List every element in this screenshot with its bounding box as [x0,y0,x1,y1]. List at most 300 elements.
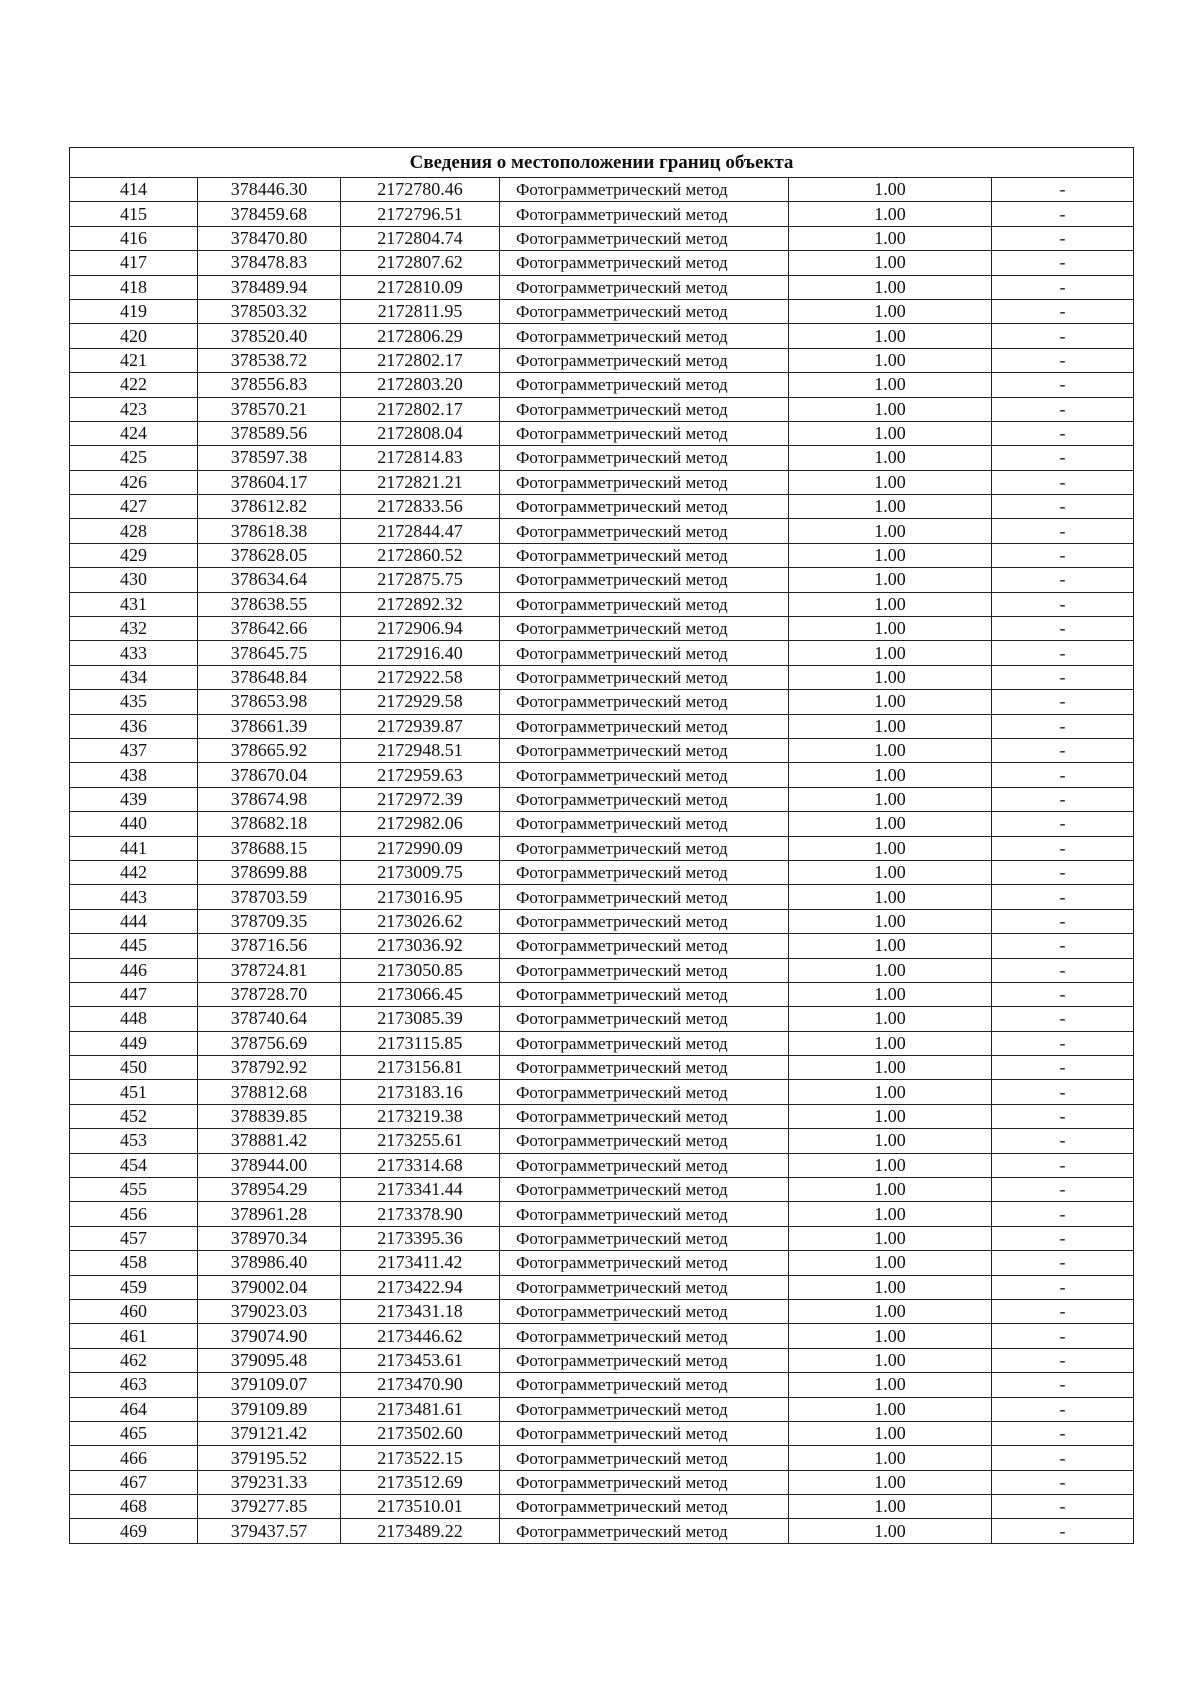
accuracy-cell: 1.00 [789,1324,992,1348]
description-cell: - [992,909,1134,933]
table-row [70,202,1134,226]
description-cell: - [992,226,1134,250]
table-row [70,836,1134,860]
method-cell: Фотограмметрический метод [500,1202,789,1226]
x-coordinate-cell: 378597.38 [198,446,341,470]
description-cell: - [992,617,1134,641]
description-cell: - [992,1202,1134,1226]
accuracy-cell: 1.00 [789,1031,992,1055]
y-coordinate-cell: 2172821.21 [341,470,500,494]
accuracy-cell: 1.00 [789,763,992,787]
description-cell: - [992,690,1134,714]
accuracy-cell: 1.00 [789,1495,992,1519]
accuracy-cell: 1.00 [789,275,992,299]
method-cell: Фотограмметрический метод [500,714,789,738]
point-number-cell: 468 [70,1495,198,1519]
y-coordinate-cell: 2172990.09 [341,836,500,860]
table-row [70,397,1134,421]
y-coordinate-cell: 2173512.69 [341,1470,500,1494]
description-cell: - [992,665,1134,689]
method-cell: Фотограмметрический метод [500,1153,789,1177]
y-coordinate-cell: 2173489.22 [341,1519,500,1543]
method-cell: Фотограмметрический метод [500,275,789,299]
point-number-cell: 421 [70,348,198,372]
accuracy-cell: 1.00 [789,1129,992,1153]
point-number-cell: 434 [70,665,198,689]
method-cell: Фотограмметрический метод [500,1275,789,1299]
accuracy-cell: 1.00 [789,1056,992,1080]
x-coordinate-cell: 378954.29 [198,1178,341,1202]
table-row [70,1226,1134,1250]
description-cell: - [992,1348,1134,1372]
x-coordinate-cell: 378489.94 [198,275,341,299]
table-row [70,1397,1134,1421]
accuracy-cell: 1.00 [789,617,992,641]
x-coordinate-cell: 378638.55 [198,592,341,616]
accuracy-cell: 1.00 [789,373,992,397]
x-coordinate-cell: 379074.90 [198,1324,341,1348]
accuracy-cell: 1.00 [789,1153,992,1177]
point-number-cell: 443 [70,885,198,909]
description-cell: - [992,1519,1134,1543]
method-cell: Фотограмметрический метод [500,543,789,567]
y-coordinate-cell: 2172811.95 [341,299,500,323]
table-row [70,982,1134,1006]
x-coordinate-cell: 378556.83 [198,373,341,397]
point-number-cell: 445 [70,934,198,958]
table-row [70,178,1134,202]
description-cell: - [992,202,1134,226]
description-cell: - [992,1275,1134,1299]
accuracy-cell: 1.00 [789,568,992,592]
accuracy-cell: 1.00 [789,495,992,519]
y-coordinate-cell: 2172806.29 [341,324,500,348]
point-number-cell: 440 [70,812,198,836]
point-number-cell: 451 [70,1080,198,1104]
method-cell: Фотограмметрический метод [500,738,789,762]
method-cell: Фотограмметрический метод [500,617,789,641]
table-row [70,812,1134,836]
point-number-cell: 453 [70,1129,198,1153]
y-coordinate-cell: 2173016.95 [341,885,500,909]
accuracy-cell: 1.00 [789,421,992,445]
table-row [70,1299,1134,1323]
method-cell: Фотограмметрический метод [500,324,789,348]
table-row [70,592,1134,616]
y-coordinate-cell: 2173378.90 [341,1202,500,1226]
accuracy-cell: 1.00 [789,251,992,275]
point-number-cell: 436 [70,714,198,738]
table-row [70,495,1134,519]
x-coordinate-cell: 378944.00 [198,1153,341,1177]
table-row [70,1153,1134,1177]
point-number-cell: 417 [70,251,198,275]
method-cell: Фотограмметрический метод [500,178,789,202]
table-row [70,568,1134,592]
method-cell: Фотограмметрический метод [500,1031,789,1055]
method-cell: Фотограмметрический метод [500,1519,789,1543]
point-number-cell: 448 [70,1007,198,1031]
description-cell: - [992,1470,1134,1494]
x-coordinate-cell: 379023.03 [198,1299,341,1323]
method-cell: Фотограмметрический метод [500,1251,789,1275]
table-row [70,543,1134,567]
y-coordinate-cell: 2172802.17 [341,397,500,421]
x-coordinate-cell: 378682.18 [198,812,341,836]
table-row [70,690,1134,714]
description-cell: - [992,495,1134,519]
y-coordinate-cell: 2173314.68 [341,1153,500,1177]
method-cell: Фотограмметрический метод [500,446,789,470]
y-coordinate-cell: 2172906.94 [341,617,500,641]
accuracy-cell: 1.00 [789,714,992,738]
point-number-cell: 424 [70,421,198,445]
point-number-cell: 414 [70,178,198,202]
point-number-cell: 455 [70,1178,198,1202]
point-number-cell: 418 [70,275,198,299]
accuracy-cell: 1.00 [789,324,992,348]
description-cell: - [992,787,1134,811]
accuracy-cell: 1.00 [789,470,992,494]
point-number-cell: 456 [70,1202,198,1226]
x-coordinate-cell: 378812.68 [198,1080,341,1104]
accuracy-cell: 1.00 [789,1104,992,1128]
accuracy-cell: 1.00 [789,1007,992,1031]
method-cell: Фотограмметрический метод [500,812,789,836]
description-cell: - [992,1495,1134,1519]
accuracy-cell: 1.00 [789,1348,992,1372]
y-coordinate-cell: 2173219.38 [341,1104,500,1128]
accuracy-cell: 1.00 [789,202,992,226]
x-coordinate-cell: 378653.98 [198,690,341,714]
method-cell: Фотограмметрический метод [500,1056,789,1080]
table-row [70,787,1134,811]
accuracy-cell: 1.00 [789,982,992,1006]
y-coordinate-cell: 2173341.44 [341,1178,500,1202]
table-row [70,1202,1134,1226]
description-cell: - [992,568,1134,592]
point-number-cell: 419 [70,299,198,323]
table-row [70,275,1134,299]
accuracy-cell: 1.00 [789,812,992,836]
table-row [70,421,1134,445]
point-number-cell: 415 [70,202,198,226]
method-cell: Фотограмметрический метод [500,226,789,250]
accuracy-cell: 1.00 [789,226,992,250]
x-coordinate-cell: 378699.88 [198,860,341,884]
method-cell: Фотограмметрический метод [500,373,789,397]
x-coordinate-cell: 379109.89 [198,1397,341,1421]
method-cell: Фотограмметрический метод [500,1299,789,1323]
y-coordinate-cell: 2173522.15 [341,1446,500,1470]
method-cell: Фотограмметрический метод [500,519,789,543]
method-cell: Фотограмметрический метод [500,397,789,421]
y-coordinate-cell: 2172916.40 [341,641,500,665]
x-coordinate-cell: 378756.69 [198,1031,341,1055]
point-number-cell: 432 [70,617,198,641]
y-coordinate-cell: 2172796.51 [341,202,500,226]
description-cell: - [992,812,1134,836]
y-coordinate-cell: 2172808.04 [341,421,500,445]
description-cell: - [992,1007,1134,1031]
description-cell: - [992,519,1134,543]
description-cell: - [992,982,1134,1006]
point-number-cell: 466 [70,1446,198,1470]
point-number-cell: 426 [70,470,198,494]
method-cell: Фотограмметрический метод [500,934,789,958]
point-number-cell: 459 [70,1275,198,1299]
x-coordinate-cell: 378645.75 [198,641,341,665]
point-number-cell: 422 [70,373,198,397]
y-coordinate-cell: 2172804.74 [341,226,500,250]
description-cell: - [992,1421,1134,1445]
table-row [70,519,1134,543]
table-row [70,1324,1134,1348]
x-coordinate-cell: 378961.28 [198,1202,341,1226]
x-coordinate-cell: 378724.81 [198,958,341,982]
method-cell: Фотограмметрический метод [500,1373,789,1397]
accuracy-cell: 1.00 [789,446,992,470]
point-number-cell: 439 [70,787,198,811]
table-row [70,714,1134,738]
description-cell: - [992,1251,1134,1275]
y-coordinate-cell: 2172802.17 [341,348,500,372]
y-coordinate-cell: 2173115.85 [341,1031,500,1055]
table-row [70,958,1134,982]
accuracy-cell: 1.00 [789,787,992,811]
table-row [70,1031,1134,1055]
accuracy-cell: 1.00 [789,1446,992,1470]
table-row [70,299,1134,323]
table-row [70,934,1134,958]
point-number-cell: 423 [70,397,198,421]
x-coordinate-cell: 378446.30 [198,178,341,202]
x-coordinate-cell: 379109.07 [198,1373,341,1397]
accuracy-cell: 1.00 [789,1202,992,1226]
table-row [70,1104,1134,1128]
y-coordinate-cell: 2172875.75 [341,568,500,592]
method-cell: Фотограмметрический метод [500,421,789,445]
point-number-cell: 462 [70,1348,198,1372]
accuracy-cell: 1.00 [789,1080,992,1104]
method-cell: Фотограмметрический метод [500,836,789,860]
table-row [70,885,1134,909]
table-row [70,641,1134,665]
point-number-cell: 420 [70,324,198,348]
point-number-cell: 457 [70,1226,198,1250]
table-row [70,324,1134,348]
y-coordinate-cell: 2172844.47 [341,519,500,543]
description-cell: - [992,275,1134,299]
method-cell: Фотограмметрический метод [500,568,789,592]
y-coordinate-cell: 2173510.01 [341,1495,500,1519]
method-cell: Фотограмметрический метод [500,958,789,982]
description-cell: - [992,1299,1134,1323]
table-row [70,348,1134,372]
accuracy-cell: 1.00 [789,178,992,202]
point-number-cell: 452 [70,1104,198,1128]
table-row [70,1446,1134,1470]
y-coordinate-cell: 2172982.06 [341,812,500,836]
method-cell: Фотограмметрический метод [500,470,789,494]
y-coordinate-cell: 2173431.18 [341,1299,500,1323]
accuracy-cell: 1.00 [789,299,992,323]
description-cell: - [992,1056,1134,1080]
x-coordinate-cell: 378970.34 [198,1226,341,1250]
method-cell: Фотограмметрический метод [500,299,789,323]
method-cell: Фотограмметрический метод [500,1446,789,1470]
description-cell: - [992,1373,1134,1397]
point-number-cell: 450 [70,1056,198,1080]
description-cell: - [992,1080,1134,1104]
y-coordinate-cell: 2172860.52 [341,543,500,567]
method-cell: Фотограмметрический метод [500,592,789,616]
x-coordinate-cell: 378792.92 [198,1056,341,1080]
y-coordinate-cell: 2172780.46 [341,178,500,202]
accuracy-cell: 1.00 [789,397,992,421]
accuracy-cell: 1.00 [789,1373,992,1397]
description-cell: - [992,836,1134,860]
method-cell: Фотограмметрический метод [500,1080,789,1104]
x-coordinate-cell: 378716.56 [198,934,341,958]
x-coordinate-cell: 378570.21 [198,397,341,421]
x-coordinate-cell: 379121.42 [198,1421,341,1445]
x-coordinate-cell: 378503.32 [198,299,341,323]
accuracy-cell: 1.00 [789,1421,992,1445]
accuracy-cell: 1.00 [789,665,992,689]
method-cell: Фотограмметрический метод [500,1129,789,1153]
x-coordinate-cell: 379095.48 [198,1348,341,1372]
point-number-cell: 431 [70,592,198,616]
method-cell: Фотограмметрический метод [500,1104,789,1128]
table-row [70,1519,1134,1543]
point-number-cell: 438 [70,763,198,787]
table-header-row [70,148,1134,178]
x-coordinate-cell: 378728.70 [198,982,341,1006]
y-coordinate-cell: 2172810.09 [341,275,500,299]
table-row [70,1348,1134,1372]
table-row [70,446,1134,470]
x-coordinate-cell: 378520.40 [198,324,341,348]
method-cell: Фотограмметрический метод [500,202,789,226]
point-number-cell: 461 [70,1324,198,1348]
point-number-cell: 463 [70,1373,198,1397]
y-coordinate-cell: 2172814.83 [341,446,500,470]
point-number-cell: 467 [70,1470,198,1494]
x-coordinate-cell: 378618.38 [198,519,341,543]
method-cell: Фотограмметрический метод [500,1470,789,1494]
x-coordinate-cell: 378628.05 [198,543,341,567]
point-number-cell: 469 [70,1519,198,1543]
point-number-cell: 458 [70,1251,198,1275]
method-cell: Фотограмметрический метод [500,1421,789,1445]
point-number-cell: 435 [70,690,198,714]
y-coordinate-cell: 2173446.62 [341,1324,500,1348]
accuracy-cell: 1.00 [789,860,992,884]
table-row [70,1056,1134,1080]
accuracy-cell: 1.00 [789,641,992,665]
x-coordinate-cell: 378709.35 [198,909,341,933]
y-coordinate-cell: 2173183.16 [341,1080,500,1104]
y-coordinate-cell: 2173395.36 [341,1226,500,1250]
description-cell: - [992,860,1134,884]
table-row [70,251,1134,275]
point-number-cell: 444 [70,909,198,933]
point-number-cell: 464 [70,1397,198,1421]
point-number-cell: 433 [70,641,198,665]
method-cell: Фотограмметрический метод [500,1226,789,1250]
y-coordinate-cell: 2172892.32 [341,592,500,616]
y-coordinate-cell: 2172807.62 [341,251,500,275]
method-cell: Фотограмметрический метод [500,495,789,519]
x-coordinate-cell: 379231.33 [198,1470,341,1494]
y-coordinate-cell: 2173026.62 [341,909,500,933]
y-coordinate-cell: 2172929.58 [341,690,500,714]
accuracy-cell: 1.00 [789,738,992,762]
x-coordinate-cell: 379277.85 [198,1495,341,1519]
table-row [70,1373,1134,1397]
description-cell: - [992,324,1134,348]
point-number-cell: 428 [70,519,198,543]
x-coordinate-cell: 378478.83 [198,251,341,275]
description-cell: - [992,373,1134,397]
y-coordinate-cell: 2173481.61 [341,1397,500,1421]
x-coordinate-cell: 378612.82 [198,495,341,519]
method-cell: Фотограмметрический метод [500,763,789,787]
point-number-cell: 429 [70,543,198,567]
x-coordinate-cell: 378648.84 [198,665,341,689]
point-number-cell: 446 [70,958,198,982]
method-cell: Фотограмметрический метод [500,860,789,884]
description-cell: - [992,251,1134,275]
table-row [70,373,1134,397]
y-coordinate-cell: 2172833.56 [341,495,500,519]
description-cell: - [992,763,1134,787]
accuracy-cell: 1.00 [789,1519,992,1543]
point-number-cell: 441 [70,836,198,860]
description-cell: - [992,446,1134,470]
y-coordinate-cell: 2173422.94 [341,1275,500,1299]
y-coordinate-cell: 2172922.58 [341,665,500,689]
description-cell: - [992,738,1134,762]
table-row [70,738,1134,762]
table-row [70,1007,1134,1031]
description-cell: - [992,885,1134,909]
method-cell: Фотограмметрический метод [500,1178,789,1202]
y-coordinate-cell: 2173156.81 [341,1056,500,1080]
table-row [70,1178,1134,1202]
x-coordinate-cell: 378661.39 [198,714,341,738]
description-cell: - [992,1031,1134,1055]
y-coordinate-cell: 2173411.42 [341,1251,500,1275]
table-body [70,178,1134,1544]
x-coordinate-cell: 378740.64 [198,1007,341,1031]
point-number-cell: 465 [70,1421,198,1445]
point-number-cell: 416 [70,226,198,250]
x-coordinate-cell: 378703.59 [198,885,341,909]
point-number-cell: 447 [70,982,198,1006]
y-coordinate-cell: 2173050.85 [341,958,500,982]
description-cell: - [992,348,1134,372]
table-row [70,1421,1134,1445]
x-coordinate-cell: 379437.57 [198,1519,341,1543]
description-cell: - [992,1446,1134,1470]
table-row [70,1080,1134,1104]
table-row [70,470,1134,494]
description-cell: - [992,1324,1134,1348]
table-row [70,617,1134,641]
description-cell: - [992,714,1134,738]
